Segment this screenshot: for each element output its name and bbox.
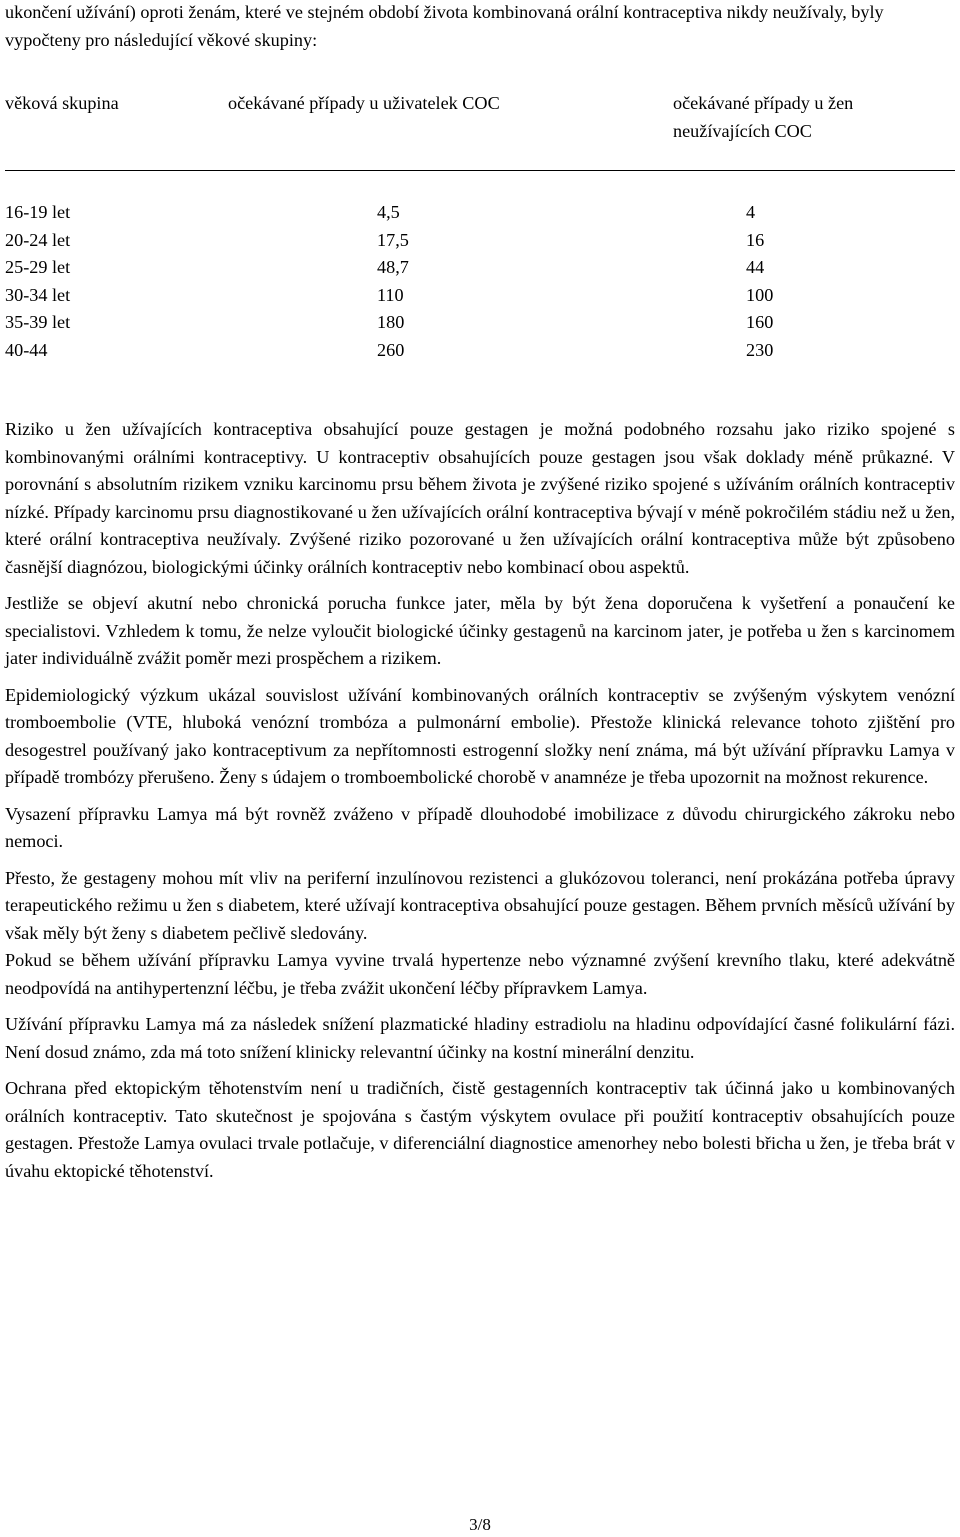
table-row (0, 254, 960, 282)
paragraph-diabetes: Přesto, že gestageny mohou mít vliv na periferní inzulínovou rezistenci a glukózovou toleranci, není prokázána potřeba úpravy terapeutického režimu u žen s diabetem, které užívají kontraceptiva obsahující pouze gestagen. Během prvních měsíců užívání by však měly být ženy s diabetem pečlivě sledovány. (5, 867, 955, 943)
cell-age: 20-24 let (5, 229, 71, 250)
table-row (0, 337, 960, 365)
paragraph-hypertension: Pokud se během užívání přípravku Lamya vyvine trvalá hypertenze nebo významné zvýšení krevního tlaku, které adekvátně neodpovídá na antihypertenzní léčbu, je třeba zvážit ukončení léčby přípravkem Lamya. (5, 950, 955, 998)
table-row (0, 282, 960, 310)
cell-coc: 4,5 (377, 202, 400, 222)
cell-coc: 110 (377, 284, 404, 305)
cell-coc: 260 (377, 339, 405, 360)
paragraph-ectopic: Ochrana před ektopickým těhotenstvím není u tradičních, čistě gestagenních kontraceptiv tak účinná jako u kombinovaných orálních kontraceptiv. Tato skutečnost je spojována s častým výskytem ovulace při použití kontraceptiv obsahujících pouze gestagen. Přestože Lamya ovulaci trvale potlačuje, v diferenciální diagnostice amenorhey nebo bolesti břicha u žen, je třeba brát v úvahu ektopické těhotenství. (5, 1078, 955, 1181)
table-body (0, 199, 960, 364)
cell-non: 4 (746, 202, 756, 222)
paragraph-liver: Jestliže se objeví akutní nebo chronická porucha funkce jater, měla by být žena doporučena k vyšetření a ponaučení ke specialistovi. Vzhledem k tomu, že nelze vyloučit biologické účinky gestagenů na karcinom jater, je potřeba u žen s karcinomem jater individuálně zvážit poměr mezi prospěchem a rizikem. (5, 593, 955, 668)
table-divider (5, 170, 955, 171)
page-number: 3/8 (469, 1515, 491, 1534)
cell-age: 30-34 let (5, 284, 71, 305)
body-text (5, 416, 955, 1194)
cell-age: 35-39 let (5, 312, 71, 332)
cell-age: 40-44 (5, 339, 48, 360)
cell-coc: 17,5 (377, 229, 409, 250)
table-row (0, 227, 960, 255)
cell-non: 16 (746, 229, 765, 250)
header-coc-users: očekávané případy u uživatelek COC (228, 93, 500, 113)
cell-non: 160 (746, 312, 774, 332)
header-non-users: očekávané případy u žen neužívajících COC (673, 93, 854, 141)
table-row (0, 199, 960, 227)
header-age-group: věková skupina (5, 93, 119, 113)
cell-non: 230 (746, 339, 774, 360)
paragraph-immobilization: Vysazení přípravku Lamya má být rovněž zváženo v případě dlouhodobé imobilizace z důvodu chirurgického zákroku nebo nemoci. (5, 803, 955, 851)
paragraph-breast-cancer-risk: Riziko u žen užívajících kontraceptiva obsahující pouze gestagen je možná podobného rozsahu jako riziko spojené s kombinovanými orálními kontraceptivy. U kontraceptiv obsahujících pouze gestagen jsou však doklady méně průkazné. V porovnání s absolutním rizikem vzniku karcinomu prsu během života je zvýšené riziko spojené s užíváním orálních kontraceptiv nízké. Případy karcinomu prsu diagnostikované u žen užívajících orální kontraceptiva bývají v méně pokročilém stádiu než u žen, které orální kontraceptiva neužívaly. Zvýšené riziko pozorované u žen užívajících orální kontraceptiva může být způsobeno časnější diagnózou, biologickými účinky orálních kontraceptiv nebo kombinací obou aspektů. (5, 419, 955, 577)
cell-non: 100 (746, 284, 774, 305)
cell-age: 25-29 let (5, 257, 71, 277)
paragraph-vte: Epidemiologický výzkum ukázal souvislost užívání kombinovaných orálních kontraceptiv se zvýšeným výskytem venózní tromboembolie (VTE, hluboká venózní trombóza a pulmonární embolie). Přestože klinická relevance tohoto zjištění pro desogestrel používaný jako kontraceptivum za nepřítomnosti estrogenní složky není známa, má být užívání přípravku Lamya v případě trombózy přerušeno. Ženy s údajem o tromboembolické chorobě v anamnéze je třeba upozornit na možnost rekurence. (5, 684, 955, 787)
intro-paragraph: ukončení užívání) oproti ženám, které ve stejném období života kombinovaná orální kontraceptiva nikdy neužívaly, byly vypočteny pro následující věkové skupiny: (5, 2, 884, 50)
cell-coc: 48,7 (377, 257, 409, 277)
cell-coc: 180 (377, 312, 405, 332)
cell-age: 16-19 let (5, 202, 71, 222)
cell-non: 44 (746, 257, 765, 277)
table-row (0, 309, 960, 337)
paragraph-estradiol: Užívání přípravku Lamya má za následek snížení plazmatické hladiny estradiolu na hladinu odpovídající časné folikulární fázi. Není dosud známo, zda má toto snížení klinicky relevantní účinky na kostní minerální denzitu. (5, 1014, 955, 1062)
